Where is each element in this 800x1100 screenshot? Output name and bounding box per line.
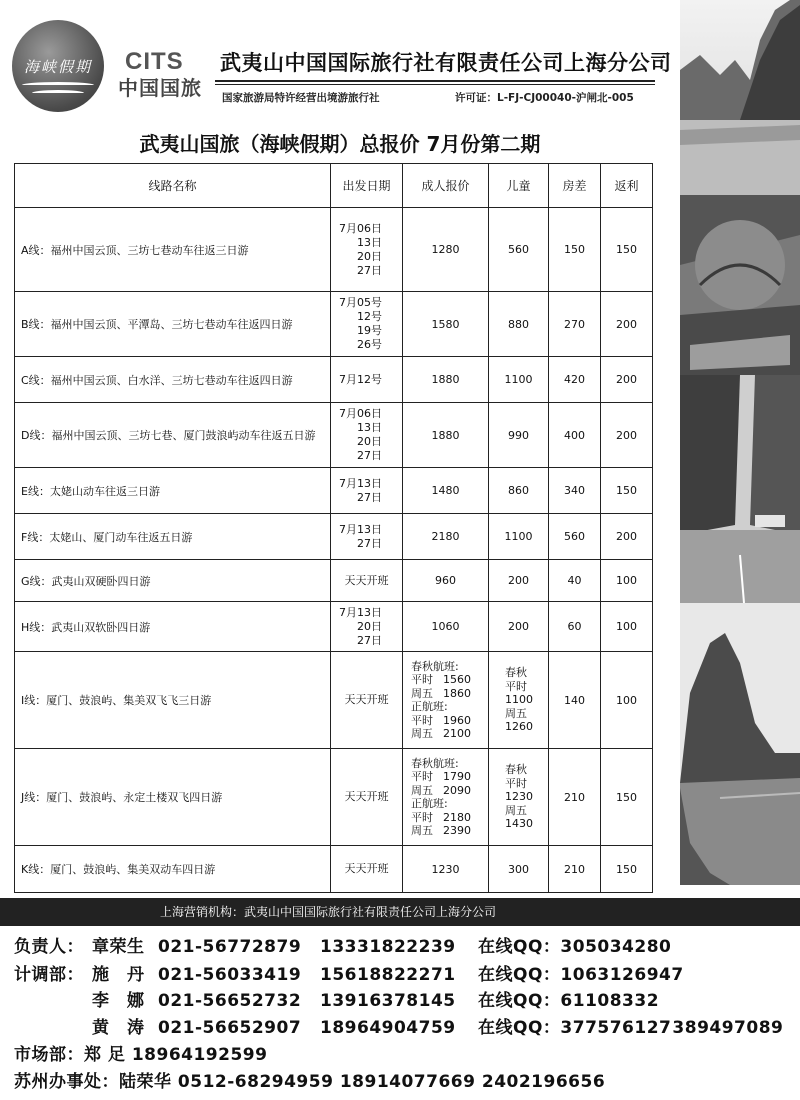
rebate: 200 [601, 292, 653, 357]
header-child: 儿童 [489, 164, 549, 208]
route-name: E线：太姥山动车往返三日游 [15, 468, 331, 514]
license-number: 许可证：L-FJ-CJ00040-沪闸北-005 [455, 92, 634, 104]
contact-mobile: 13331822239 [320, 937, 456, 957]
table-row [15, 602, 653, 652]
page-title: 武夷山国旅（海峡假期）总报价 7月份第二期 [139, 132, 541, 156]
contact-name: 黄 涛 [92, 1018, 145, 1038]
room-diff: 210 [549, 846, 601, 893]
header-rule [215, 80, 655, 82]
contact-qq: 305034280 [560, 937, 672, 957]
cits-logo-cn: 中国国旅 [118, 76, 202, 100]
photo-peak-lake [680, 603, 800, 885]
room-diff: 140 [549, 652, 601, 749]
suzhou-office: 苏州办事处：陆荣华 0512-68294959 18914077669 2402196656 [14, 1072, 606, 1092]
child-price: 1100 [489, 357, 549, 403]
header-rebate: 返利 [601, 164, 653, 208]
departure-date: 天天开班 [331, 652, 403, 749]
contact-name: 施 丹 [92, 965, 145, 985]
child-price: 春秋 平时 1230 周五 1430 [489, 749, 549, 846]
adult-price: 1880 [403, 403, 489, 468]
route-name: A线：福州中国云顶、三坊七巷动车往返三日游 [15, 208, 331, 292]
rebate: 150 [601, 468, 653, 514]
route-name: D线：福州中国云顶、三坊七巷、厦门鼓浪屿动车往返五日游 [15, 403, 331, 468]
departure-date: 7月06日 13日 20日 27日 [331, 208, 403, 292]
child-price: 1100 [489, 514, 549, 560]
adult-price: 2180 [403, 514, 489, 560]
table-row [15, 560, 653, 602]
contact-row: 李 娜 021-56652732 13916378145 在线QQ：61108332 [14, 986, 659, 1011]
price-table [14, 163, 653, 893]
route-name: H线：武夷山双软卧四日游 [15, 602, 331, 652]
contact-qq: 377576127 [560, 1018, 672, 1038]
departure-date: 天天开班 [331, 749, 403, 846]
adult-price: 960 [403, 560, 489, 602]
logo [12, 20, 104, 112]
company-title: 武夷山中国国际旅行社有限责任公司上海分公司 [220, 51, 672, 75]
table-row [15, 749, 653, 846]
departure-date: 7月13日 20日 27日 [331, 602, 403, 652]
adult-price: 1280 [403, 208, 489, 292]
header-date: 出发日期 [331, 164, 403, 208]
table-row [15, 403, 653, 468]
rebate: 150 [601, 208, 653, 292]
contact-row-planning: 计调部： 施 丹 021-56033419 15618822271 在线QQ：1063126947 [14, 960, 684, 985]
departure-date: 天天开班 [331, 560, 403, 602]
child-price: 200 [489, 602, 549, 652]
route-name: C线：福州中国云顶、白水洋、三坊七巷动车往返四日游 [15, 357, 331, 403]
adult-price: 1580 [403, 292, 489, 357]
table-row [15, 652, 653, 749]
adult-price: 春秋航班: 平时 1560 周五 1860 正航班: 平时 1960 周五 2100 [403, 652, 489, 749]
room-diff: 420 [549, 357, 601, 403]
contact-mobile: 15618822271 [320, 965, 456, 985]
rebate: 200 [601, 357, 653, 403]
rebate: 100 [601, 560, 653, 602]
route-name: G线：武夷山双硬卧四日游 [15, 560, 331, 602]
agency-subtitle: 国家旅游局特许经营出境游旅行社 [222, 92, 380, 104]
contact-row: 黄 涛 021-56652907 18964904759 在线QQ：377576127389497089 [14, 1013, 783, 1038]
departure-date: 天天开班 [331, 846, 403, 893]
contact-phone: 021-56033419 [158, 965, 302, 985]
contact-row-manager: 负责人： 章荣生 021-56772879 13331822239 在线QQ：305034280 [14, 932, 671, 957]
adult-price: 1060 [403, 602, 489, 652]
child-price: 560 [489, 208, 549, 292]
child-price: 860 [489, 468, 549, 514]
contact-qq: 61108332 [560, 991, 660, 1011]
adult-price: 1880 [403, 357, 489, 403]
logo-text: 海峡假期 [23, 58, 92, 76]
contact-qq-extra: 389497089 [672, 1018, 784, 1038]
adult-price: 1230 [403, 846, 489, 893]
photo-gorge [680, 375, 800, 603]
route-name: B线：福州中国云顶、平潭岛、三坊七巷动车往返四日游 [15, 292, 331, 357]
table-row [15, 846, 653, 893]
header-adult: 成人报价 [403, 164, 489, 208]
contact-mobile: 18964904759 [320, 1018, 456, 1038]
rebate: 150 [601, 749, 653, 846]
contact-phone: 021-56652907 [158, 1018, 302, 1038]
table-row [15, 357, 653, 403]
contact-name: 李 娜 [92, 991, 145, 1011]
adult-price: 春秋航班: 平时 1790 周五 2090 正航班: 平时 2180 周五 2390 [403, 749, 489, 846]
departure-date: 7月13日 27日 [331, 514, 403, 560]
departure-date: 7月05号 12号 19号 26号 [331, 292, 403, 357]
room-diff: 210 [549, 749, 601, 846]
contact-name: 章荣生 [92, 937, 145, 957]
market-dept: 市场部：郑 足 18964192599 [14, 1045, 268, 1065]
child-price: 880 [489, 292, 549, 357]
contact-qq: 1063126947 [560, 965, 684, 985]
table-row [15, 292, 653, 357]
route-name: F线：太姥山、厦门动车往返五日游 [15, 514, 331, 560]
route-name: J线：厦门、鼓浪屿、永定土楼双飞四日游 [15, 749, 331, 846]
child-price: 200 [489, 560, 549, 602]
rebate: 100 [601, 652, 653, 749]
table-row [15, 468, 653, 514]
child-price: 春秋 平时 1100 周五 1260 [489, 652, 549, 749]
table-header-row [15, 164, 653, 208]
departure-date: 7月12号 [331, 357, 403, 403]
room-diff: 560 [549, 514, 601, 560]
table-row [15, 208, 653, 292]
rebate: 100 [601, 602, 653, 652]
route-name: K线：厦门、鼓浪屿、集美双动车四日游 [15, 846, 331, 893]
photo-rock-stream [680, 195, 800, 375]
photo-mountain-river [680, 0, 800, 195]
room-diff: 400 [549, 403, 601, 468]
departure-date: 7月06日 13日 20日 27日 [331, 403, 403, 468]
child-price: 990 [489, 403, 549, 468]
room-diff: 150 [549, 208, 601, 292]
adult-price: 1480 [403, 468, 489, 514]
rebate: 150 [601, 846, 653, 893]
footer-bar: 上海营销机构：武夷山中国国际旅行社有限责任公司上海分公司 [0, 898, 800, 926]
header-route: 线路名称 [15, 164, 331, 208]
rebate: 200 [601, 403, 653, 468]
child-price: 300 [489, 846, 549, 893]
room-diff: 60 [549, 602, 601, 652]
table-row [15, 514, 653, 560]
room-diff: 270 [549, 292, 601, 357]
route-name: I线：厦门、鼓浪屿、集美双飞飞三日游 [15, 652, 331, 749]
room-diff: 40 [549, 560, 601, 602]
contact-phone: 021-56652732 [158, 991, 302, 1011]
cits-logo-word: CITS [125, 48, 184, 75]
contact-phone: 021-56772879 [158, 937, 302, 957]
header-room: 房差 [549, 164, 601, 208]
rebate: 200 [601, 514, 653, 560]
departure-date: 7月13日 27日 [331, 468, 403, 514]
contact-mobile: 13916378145 [320, 991, 456, 1011]
room-diff: 340 [549, 468, 601, 514]
